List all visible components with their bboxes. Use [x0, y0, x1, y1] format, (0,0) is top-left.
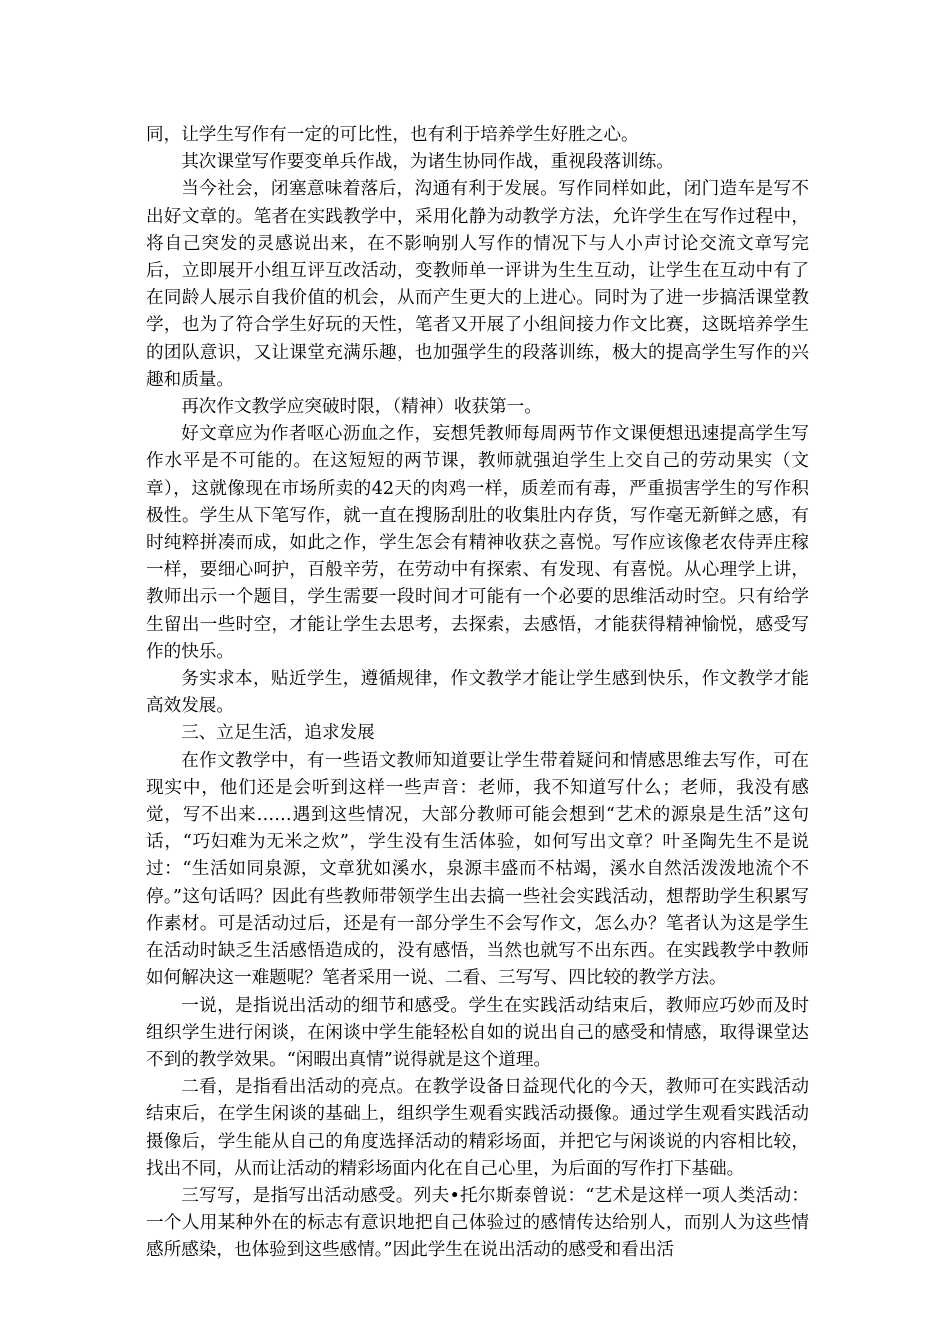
- paragraph: 好文章应为作者呕心沥血之作，妄想凭教师每周两节作文课便想迅速提高学生写作水平是不可能的。在这短短的两节课，教师就强迫学生上交自己的劳动果实（文章），这就像现在市场所卖的42天的肉鸡一样，质差而有毒，严重损害学生的写作积极性。学生从下笔写作，就一直在搜肠刮肚的收集肚内存货，写作毫无新鲜之感，有时纯粹拼凑而成，如此之作，学生怎会有精神收获之喜悦。写作应该像老农侍弄庄稼一样，要细心呵护，百般辛劳，在劳动中有探索、有发现、有喜悦。从心理学上讲，教师出示一个题目，学生需要一段时间才可能有一个必要的思维活动时空。只有给学生留出一些时空，才能让学生去思考，去探索，去感悟，才能获得精神愉悦，感受写作的快乐。: [146, 424, 809, 662]
- document-body: [146, 122, 809, 1265]
- paragraph: 当今社会，闭塞意味着落后，沟通有利于发展。写作同样如此，闭门造车是写不出好文章的。笔者在实践教学中，采用化静为动教学方法，允许学生在写作过程中，将自己突发的灵感说出来，在不影响别人写作的情况下与人小声讨论交流文章写完后，立即展开小组互评互改活动，变教师单一评讲为生生互动，让学生在互动中有了在同龄人展示自我价值的机会，从而产生更大的上进心。同时为了进一步搞活课堂教学，也为了符合学生好玩的天性，笔者又开展了小组间接力作文比赛，这既培养学生的团队意识，又让课堂充满乐趣，也加强学生的段落训练，极大的提高学生写作的兴趣和质量。: [146, 179, 809, 390]
- paragraph: 再次作文教学应突破时限，（精神）收获第一。: [181, 397, 542, 418]
- section-heading: 三、立足生活，追求发展: [181, 723, 375, 744]
- paragraph: 其次课堂写作要变单兵作战，为诸生协同作战，重视段落训练。: [181, 152, 674, 173]
- paragraph: 二看，是指看出活动的亮点。在教学设备日益现代化的今天，教师可在实践活动结束后，在学生闲谈的基础上，组织学生观看实践活动摄像。通过学生观看实践活动摄像后，学生能从自己的角度选择活动的精彩场面，并把它与闲谈说的内容相比较，找出不同，从而让活动的精彩场面内化在自己心里，为后面的写作打下基础。: [146, 1077, 809, 1179]
- paragraph: 在作文教学中，有一些语文教师知道要让学生带着疑问和情感思维去写作，可在现实中，他们还是会听到这样一些声音：老师，我不知道写什么；老师，我没有感觉，写不出来……遇到这些情况，大部分教师可能会想到“艺术的源泉是生活”这句话，“巧妇难为无米之炊”，学生没有生活体验，如何写出文章？叶圣陶先生不是说过：“生活如同泉源，文章犹如溪水，泉源丰盛而不枯竭，溪水自然活泼泼地流个不停。”这句话吗？因此有些教师带领学生出去搞一些社会实践活动，想帮助学生积累写作素材。可是活动过后，还是有一部分学生不会写作文，怎么办？笔者认为这是学生在活动时缺乏生活感悟造成的，没有感悟，当然也就写不出东西。在实践教学中教师如何解决这一难题呢？笔者采用一说、二看、三写写、四比较的教学方法。: [146, 750, 809, 989]
- paragraph: 一说，是指说出活动的细节和感受。学生在实践活动结束后，教师应巧妙而及时组织学生进行闲谈，在闲谈中学生能轻松自如的说出自己的感受和情感，取得课堂达不到的教学效果。“闲暇出真情”说得就是这个道理。: [146, 995, 809, 1070]
- paragraph: 三写写，是指写出活动感受。列夫•托尔斯泰曾说：“艺术是这样一项人类活动：一个人用某种外在的标志有意识地把自己体验过的感情传达给别人，而别人为这些情感所感染，也体验到这些感情。”因此学生在说出活动的感受和看出活: [146, 1185, 809, 1261]
- paragraph: 同，让学生写作有一定的可比性，也有利于培养学生好胜之心。: [146, 125, 639, 145]
- paragraph: 务实求本，贴近学生，遵循规律，作文教学才能让学生感到快乐，作文教学才能高效发展。: [146, 669, 809, 717]
